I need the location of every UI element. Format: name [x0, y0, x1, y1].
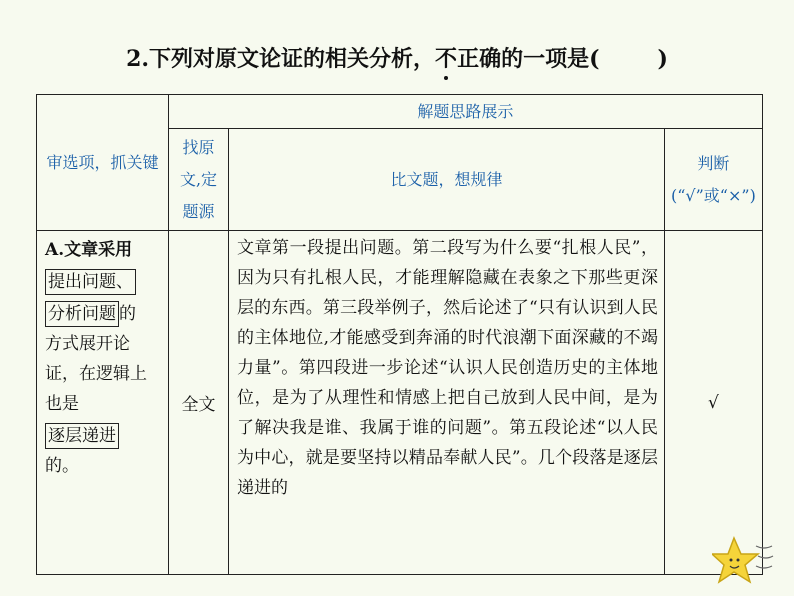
- analysis-cell: 文章第一段提出问题。第二段写为什么要“扎根人民”，因为只有扎根人民，才能理解隐藏在表象之下那些更深层的东西。第三段举例子，然后论述了“只有认识到人民的主体地位,才能感受到奔涌的时代浪潮下面深藏的不竭力量”。第四段进一步论述“认识人民创造历史的主体地位，是为了从理性和情感上把自己放到人民中间，是为了解决我是谁、我属于谁的问题”。第五段论述“以人民为中心，就是要坚持以精品奉献人民”。几个段落是逐层递进的: [229, 231, 665, 575]
- title-emphasis: 不: [435, 46, 458, 72]
- question-title: [0, 44, 794, 74]
- source-cell: 全文: [169, 231, 229, 575]
- title-text-part2: 正确的一项是(: [457, 46, 600, 72]
- option-cell: [37, 231, 169, 575]
- column-header-analysis: 比文题，想规律: [229, 129, 665, 231]
- option-text-mid2: 方式展开论证，在逻辑上也是: [45, 334, 147, 414]
- title-close-paren: ): [657, 46, 668, 72]
- column-header-judge: 判断(“√”或“×”): [665, 129, 763, 231]
- option-keyword-box2: 分析问题: [45, 301, 119, 327]
- option-lead: A.文章采用: [45, 240, 133, 260]
- option-text-end: 的。: [45, 456, 79, 476]
- analysis-table: [36, 94, 763, 575]
- column-header-source: 找原文,定题源: [169, 129, 229, 231]
- option-text-mid1: 的: [119, 304, 136, 324]
- star-icon: [712, 536, 774, 590]
- column-header-option: 审选项，抓关键: [37, 95, 169, 231]
- option-keyword-box1: 提出问题、: [45, 269, 136, 295]
- title-text-part1: 2.下列对原文论证的相关分析，: [126, 46, 436, 72]
- header-group: 解题思路展示: [169, 95, 763, 129]
- option-keyword-box3: 逐层递进: [45, 423, 119, 449]
- judge-cell: √: [665, 231, 763, 575]
